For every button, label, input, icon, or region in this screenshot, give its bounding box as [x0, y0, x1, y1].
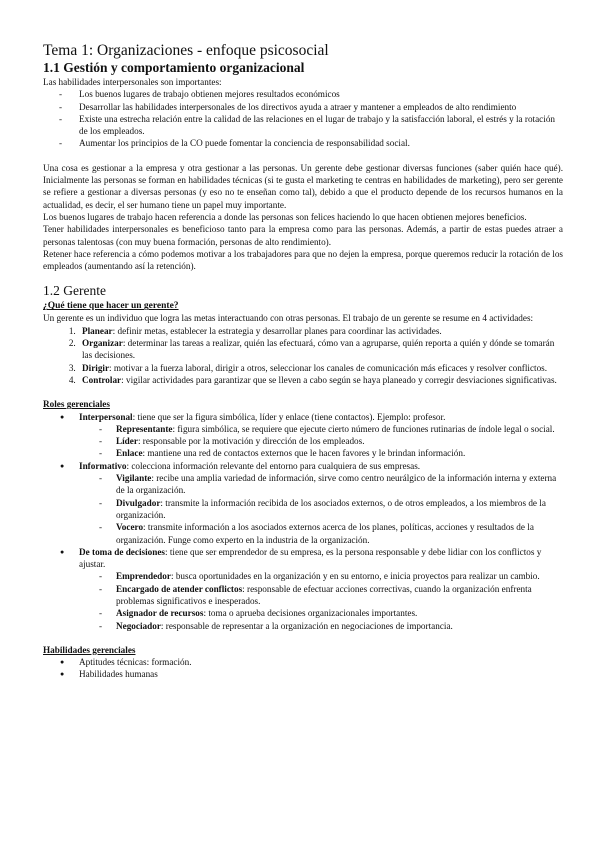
- activities-list: [43, 325, 563, 386]
- spacer: [43, 386, 563, 398]
- desc: : definir metas, establecer la estrategia y desarrollar planes para coordinar las actividades.: [112, 325, 442, 336]
- dash-list: [43, 88, 563, 149]
- desc: : responsable de efectuar acciones correctivas, cuando la organización enfrenta problemas significativos e inesperados.: [116, 583, 532, 606]
- list-item: [116, 583, 563, 608]
- term: Divulgador: [116, 497, 161, 508]
- section-intro: Las habilidades interpersonales son importantes:: [43, 77, 222, 87]
- term: Enlace: [116, 448, 143, 459]
- term: De toma de decisiones: [79, 546, 165, 557]
- paragraph: Tener habilidades interpersonales es beneficioso tanto para la empresa como para las personas. Además, a partir de estas puedes atraer a personas talentosas (con muy buena formación, personas de alto rendimiento).: [43, 224, 563, 247]
- roles-heading: Roles gerenciales: [43, 399, 110, 410]
- roles-list: [43, 411, 563, 632]
- list-item: [78, 337, 563, 362]
- spacer: [43, 632, 563, 644]
- desc: : busca oportunidades en la organización y en su entorno, e inicia proyectos para realizar un cambio.: [170, 571, 540, 582]
- term: Negociador: [116, 620, 161, 631]
- desc: : colecciona información relevante del entorno para cualquiera de sus empresas.: [126, 460, 421, 471]
- spacer: [43, 150, 563, 162]
- sub-list: [79, 423, 563, 460]
- term: Planear: [82, 325, 113, 336]
- term: Vigilante: [116, 473, 152, 484]
- sub-list: [79, 570, 563, 631]
- list-item: [78, 374, 563, 386]
- paragraph: Los buenos lugares de trabajo hacen referencia a donde las personas son felices haciendo lo que hacen obtienen mejores beneficios.: [43, 211, 527, 222]
- list-item: [116, 435, 563, 447]
- desc: : vigilar actividades para garantizar que se lleven a cabo según se haya planeado y corregir desviaciones significativas.: [121, 374, 557, 385]
- list-item: [116, 423, 563, 435]
- section-heading-1-2: 1.2 Gerente: [43, 283, 106, 299]
- sub-list: [79, 472, 563, 546]
- desc: : responsable por la motivación y dirección de los empleados.: [137, 436, 365, 447]
- section-heading-1-1: 1.1 Gestión y comportamiento organizacional: [43, 60, 305, 75]
- desc: : transmite la información recibida de los asociados externos, o de otros empleados, a los miembros de la organización.: [116, 497, 546, 520]
- term: Controlar: [82, 374, 122, 385]
- document-page: [43, 41, 563, 681]
- desc: : determinar las tareas a realizar, quién las efectuará, cómo van a agruparse, quién reporta a quién y dónde se tomarán las decisiones.: [82, 338, 555, 361]
- term: Asignador de recursos: [116, 608, 204, 619]
- list-item: ● Aptitudes técnicas: formación.: [79, 656, 563, 668]
- desc: : mantiene una red de contactos externos que le hacen favores y le brindan información.: [142, 448, 466, 459]
- paragraph: Una cosa es gestionar a la empresa y otra gestionar a las personas. Un gerente debe gestionar diversas funciones (saber quién hace qué). Inicialmente las personas se forman en habilidades técnicas (si te gusta el marketing te centras en habilidades de marketing), pero ser gerente se refiere a gestionar a diversas personas (y eso no te enseñan como tal), debido a que el producto depende de los recursos humanos en la actualidad, es decir, el ser humano tiene un papel muy importante.: [43, 162, 563, 210]
- list-item: - Desarrollar las habilidades interpersonales de los directivos ayuda a atraer y mantener a empleados de alto rendimiento: [79, 101, 563, 113]
- term: Dirigir: [82, 362, 110, 373]
- list-item: [79, 460, 563, 546]
- term: Representante: [116, 423, 173, 434]
- list-item: [116, 570, 563, 582]
- term: Encargado de atender conflictos: [116, 583, 243, 594]
- desc: : toma o aprueba decisiones organizacionales importantes.: [203, 608, 418, 619]
- term: Informativo: [79, 460, 127, 471]
- list-item: [116, 447, 563, 459]
- term: Emprendedor: [116, 571, 171, 582]
- desc: : tiene que ser emprendedor de su empresa, es la persona responsable y debe lidiar con los conflictos y ajustar.: [79, 546, 542, 570]
- list-item: [116, 521, 563, 546]
- list-item: [116, 620, 563, 632]
- list-item: [116, 472, 563, 497]
- list-item: [78, 362, 563, 374]
- term: Vocero: [116, 522, 144, 533]
- paragraph: Retener hace referencia a cómo podemos motivar a los trabajadores para que no dejen la empresa, porque queremos reducir la rotación de los empleados (aumentando así la retención).: [43, 248, 563, 272]
- section-intro: Un gerente es un individuo que logra las metas interactuando con otras personas. El trabajo de un gerente se resume en 4 actividades:: [43, 313, 534, 324]
- skills-heading: Habilidades gerenciales: [43, 644, 136, 655]
- list-item: - Existe una estrecha relación entre la calidad de las relaciones en el lugar de trabajo y la satisfacción laboral, el estrés y la rotación de los empleados.: [79, 113, 563, 138]
- term: Líder: [116, 436, 138, 447]
- doc-title: Tema 1: Organizaciones - enfoque psicosocial: [43, 42, 329, 59]
- term: Interpersonal: [79, 411, 133, 422]
- list-item: - Los buenos lugares de trabajo obtienen mejores resultados económicos: [79, 88, 563, 100]
- question-heading: ¿Qué tiene que hacer un gerente?: [43, 301, 179, 312]
- list-item: [116, 497, 563, 522]
- skills-list: [43, 656, 563, 681]
- list-item: [116, 607, 563, 619]
- desc: : figura simbólica, se requiere que ejecute cierto número de funciones rutinarias de índole legal o social.: [172, 423, 555, 434]
- list-item: [78, 325, 563, 337]
- desc: : recibe una amplia variedad de información, sirve como centro neurálgico de la información interna y externa de la organización.: [116, 473, 557, 496]
- list-item: [79, 411, 563, 460]
- desc: : responsable de representar a la organización en negociaciones de importancia.: [160, 620, 453, 631]
- list-item: ● Habilidades humanas: [79, 668, 563, 680]
- desc: : tiene que ser la figura simbólica, líder y enlace (tiene contactos). Ejemplo: profesor.: [132, 411, 446, 422]
- list-item: [79, 546, 563, 632]
- desc: : motivar a la fuerza laboral, dirigir a otros, seleccionar los canales de comunicación más eficaces y resolver conflictos.: [109, 362, 548, 373]
- desc: : transmite información a los asociados externos acerca de los planes, políticas, acciones y resultados de la organización. Funge como experto en la industria de la organización.: [116, 522, 534, 545]
- term: Organizar: [82, 338, 123, 349]
- list-item: - Aumentar los principios de la CO puede fomentar la conciencia de responsabilidad social.: [79, 137, 563, 149]
